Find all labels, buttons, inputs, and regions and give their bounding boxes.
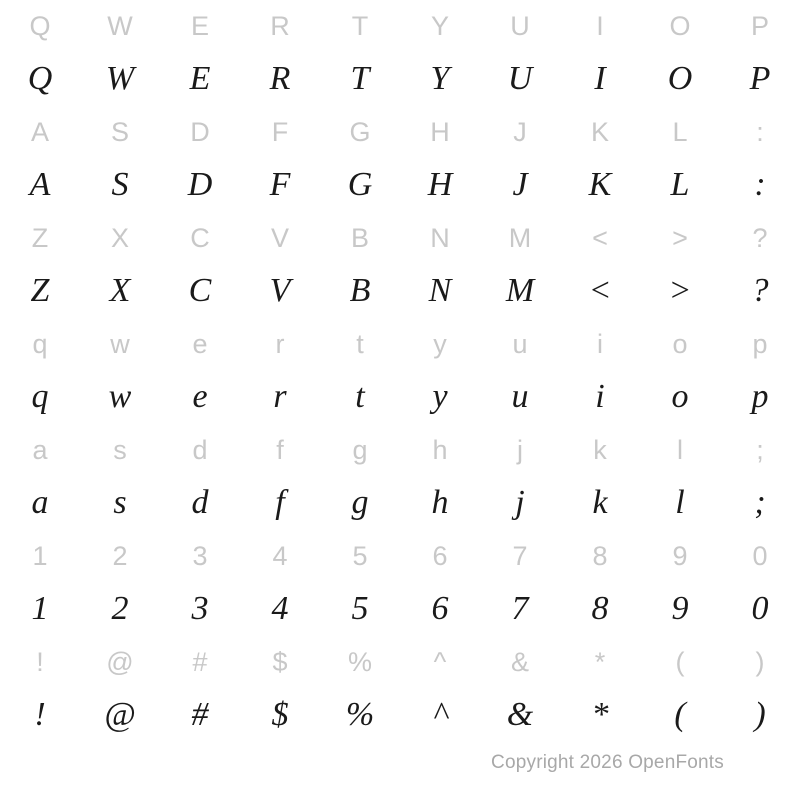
glyph-label: 3 <box>192 540 208 571</box>
glyph-label: Y <box>430 10 449 41</box>
glyph-label: d <box>192 434 208 465</box>
glyph-label: 6 <box>432 540 448 571</box>
glyph-label: e <box>192 328 208 359</box>
glyph-label: H <box>430 116 450 147</box>
glyph-sample: V <box>269 272 291 309</box>
glyph-label: Q <box>29 10 51 41</box>
glyph-sample: ^ <box>432 696 448 733</box>
glyph-sample: Q <box>27 60 53 97</box>
glyph-sample: @ <box>104 696 136 733</box>
glyph-sample: 6 <box>431 590 449 627</box>
glyph-sample: N <box>428 272 452 309</box>
glyph-sample: k <box>592 484 608 521</box>
glyph-sample: < <box>588 272 612 309</box>
glyph-sample: j <box>515 484 525 521</box>
glyph-sample: o <box>671 378 689 415</box>
glyph-sample: g <box>351 484 369 521</box>
glyph-sample: ? <box>751 272 769 309</box>
glyph-label: i <box>597 328 603 359</box>
glyph-label: * <box>594 646 606 677</box>
glyph-sample: r <box>273 378 287 415</box>
glyph-sample: s <box>113 484 127 521</box>
glyph-sample: ; <box>754 484 766 521</box>
glyph-label: g <box>352 434 368 465</box>
glyph-label: Z <box>31 222 49 253</box>
glyph-sample: R <box>269 60 291 97</box>
glyph-label: ? <box>752 222 768 253</box>
glyph-sample: K <box>588 166 612 203</box>
glyph-label: W <box>107 10 133 41</box>
glyph-label: > <box>672 222 688 253</box>
glyph-label: r <box>275 328 285 359</box>
glyph-sample: # <box>191 696 209 733</box>
glyph-label: k <box>593 434 607 465</box>
glyph-label: y <box>433 328 447 359</box>
glyph-label: ) <box>755 646 765 677</box>
glyph-label: U <box>510 10 530 41</box>
glyph-sample: u <box>511 378 529 415</box>
glyph-sample: % <box>345 696 375 733</box>
glyph-label: s <box>113 434 127 465</box>
glyph-sample: ! <box>34 696 46 733</box>
glyph-label: f <box>276 434 284 465</box>
glyph-sample: M <box>505 272 535 309</box>
copyright-notice: Copyright 2026 OpenFonts <box>491 752 724 773</box>
glyph-sample: Z <box>30 272 50 309</box>
glyph-label: 7 <box>512 540 528 571</box>
glyph-sample: P <box>749 60 771 97</box>
glyph-label: l <box>677 434 683 465</box>
glyph-sample: y <box>432 378 448 415</box>
glyph-label: & <box>510 646 529 677</box>
glyph-label: j <box>517 434 523 465</box>
glyph-label: 8 <box>592 540 608 571</box>
glyph-sample: E <box>189 60 211 97</box>
glyph-sample: C <box>188 272 212 309</box>
glyph-sample: t <box>355 378 365 415</box>
glyph-label: t <box>356 328 364 359</box>
glyph-label: # <box>192 646 208 677</box>
glyph-sample: W <box>105 60 135 97</box>
glyph-label: B <box>350 222 369 253</box>
glyph-label: V <box>270 222 289 253</box>
glyph-sample: q <box>31 378 49 415</box>
glyph-label: 5 <box>352 540 368 571</box>
glyph-label: I <box>596 10 604 41</box>
glyph-sample: J <box>512 166 528 203</box>
glyph-sample: : <box>754 166 766 203</box>
glyph-label: O <box>669 10 691 41</box>
glyph-sample: a <box>31 484 49 521</box>
glyph-label: @ <box>106 646 134 677</box>
glyph-sample: G <box>347 166 373 203</box>
glyph-sample: ( <box>674 696 686 733</box>
glyph-sample: 3 <box>191 590 209 627</box>
glyph-sample: i <box>595 378 605 415</box>
glyph-sample: h <box>431 484 449 521</box>
glyph-sample: S <box>111 166 129 203</box>
glyph-sample: D <box>187 166 213 203</box>
glyph-label: $ <box>272 646 288 677</box>
glyph-label: ^ <box>433 646 447 677</box>
glyph-label: P <box>750 10 769 41</box>
glyph-label: E <box>190 10 209 41</box>
glyph-label: M <box>508 222 532 253</box>
glyph-sample: e <box>192 378 208 415</box>
glyph-label: 0 <box>752 540 768 571</box>
glyph-sample: 2 <box>111 590 129 627</box>
glyph-label: % <box>347 646 372 677</box>
glyph-sample: 0 <box>751 590 769 627</box>
glyph-label: q <box>32 328 48 359</box>
glyph-sample: Y <box>430 60 450 97</box>
glyph-sample: > <box>668 272 692 309</box>
glyph-sample: T <box>350 60 370 97</box>
glyph-sample: A <box>29 166 51 203</box>
glyph-label: N <box>430 222 450 253</box>
glyph-sample: 5 <box>351 590 369 627</box>
glyph-label: R <box>270 10 290 41</box>
glyph-sample: L <box>670 166 690 203</box>
glyph-label: 4 <box>272 540 288 571</box>
glyph-label: K <box>590 116 609 147</box>
glyph-label: < <box>592 222 608 253</box>
glyph-label: u <box>512 328 528 359</box>
glyph-label: X <box>110 222 129 253</box>
glyph-label: C <box>190 222 210 253</box>
glyph-label: D <box>190 116 210 147</box>
glyph-label: 1 <box>32 540 48 571</box>
glyph-sample: 9 <box>671 590 689 627</box>
glyph-sample: F <box>269 166 291 203</box>
glyph-sample: p <box>751 378 769 415</box>
glyph-label: L <box>672 116 688 147</box>
glyph-sample: $ <box>271 696 289 733</box>
glyph-sample: X <box>109 272 131 309</box>
glyph-label: ! <box>36 646 44 677</box>
glyph-label: : <box>756 116 764 147</box>
glyph-label: J <box>513 116 527 147</box>
glyph-sample: ) <box>754 696 766 733</box>
glyph-sample: O <box>667 60 693 97</box>
glyph-sample: f <box>275 484 285 521</box>
glyph-sample: & <box>506 696 534 733</box>
glyph-sample: 7 <box>511 590 529 627</box>
glyph-label: w <box>110 328 130 359</box>
glyph-label: A <box>30 116 49 147</box>
glyph-sample: H <box>427 166 453 203</box>
glyph-label: T <box>351 10 369 41</box>
glyph-sample: U <box>507 60 533 97</box>
glyph-sample: 4 <box>271 590 289 627</box>
glyph-sample: 8 <box>591 590 609 627</box>
glyph-label: ; <box>756 434 764 465</box>
glyph-label: 9 <box>672 540 688 571</box>
glyph-label: o <box>672 328 688 359</box>
glyph-label: G <box>349 116 371 147</box>
glyph-label: F <box>271 116 289 147</box>
glyph-sample: B <box>349 272 371 309</box>
glyph-sample: w <box>108 378 132 415</box>
glyph-label: ( <box>675 646 685 677</box>
glyph-label: h <box>432 434 448 465</box>
glyph-sample: I <box>594 60 606 97</box>
glyph-sample: d <box>191 484 209 521</box>
glyph-sample: l <box>675 484 685 521</box>
glyph-label: S <box>110 116 129 147</box>
glyph-sample: 1 <box>31 590 49 627</box>
glyph-label: a <box>32 434 48 465</box>
glyph-sample: * <box>591 696 609 733</box>
glyph-label: 2 <box>112 540 128 571</box>
glyph-label: p <box>752 328 768 359</box>
